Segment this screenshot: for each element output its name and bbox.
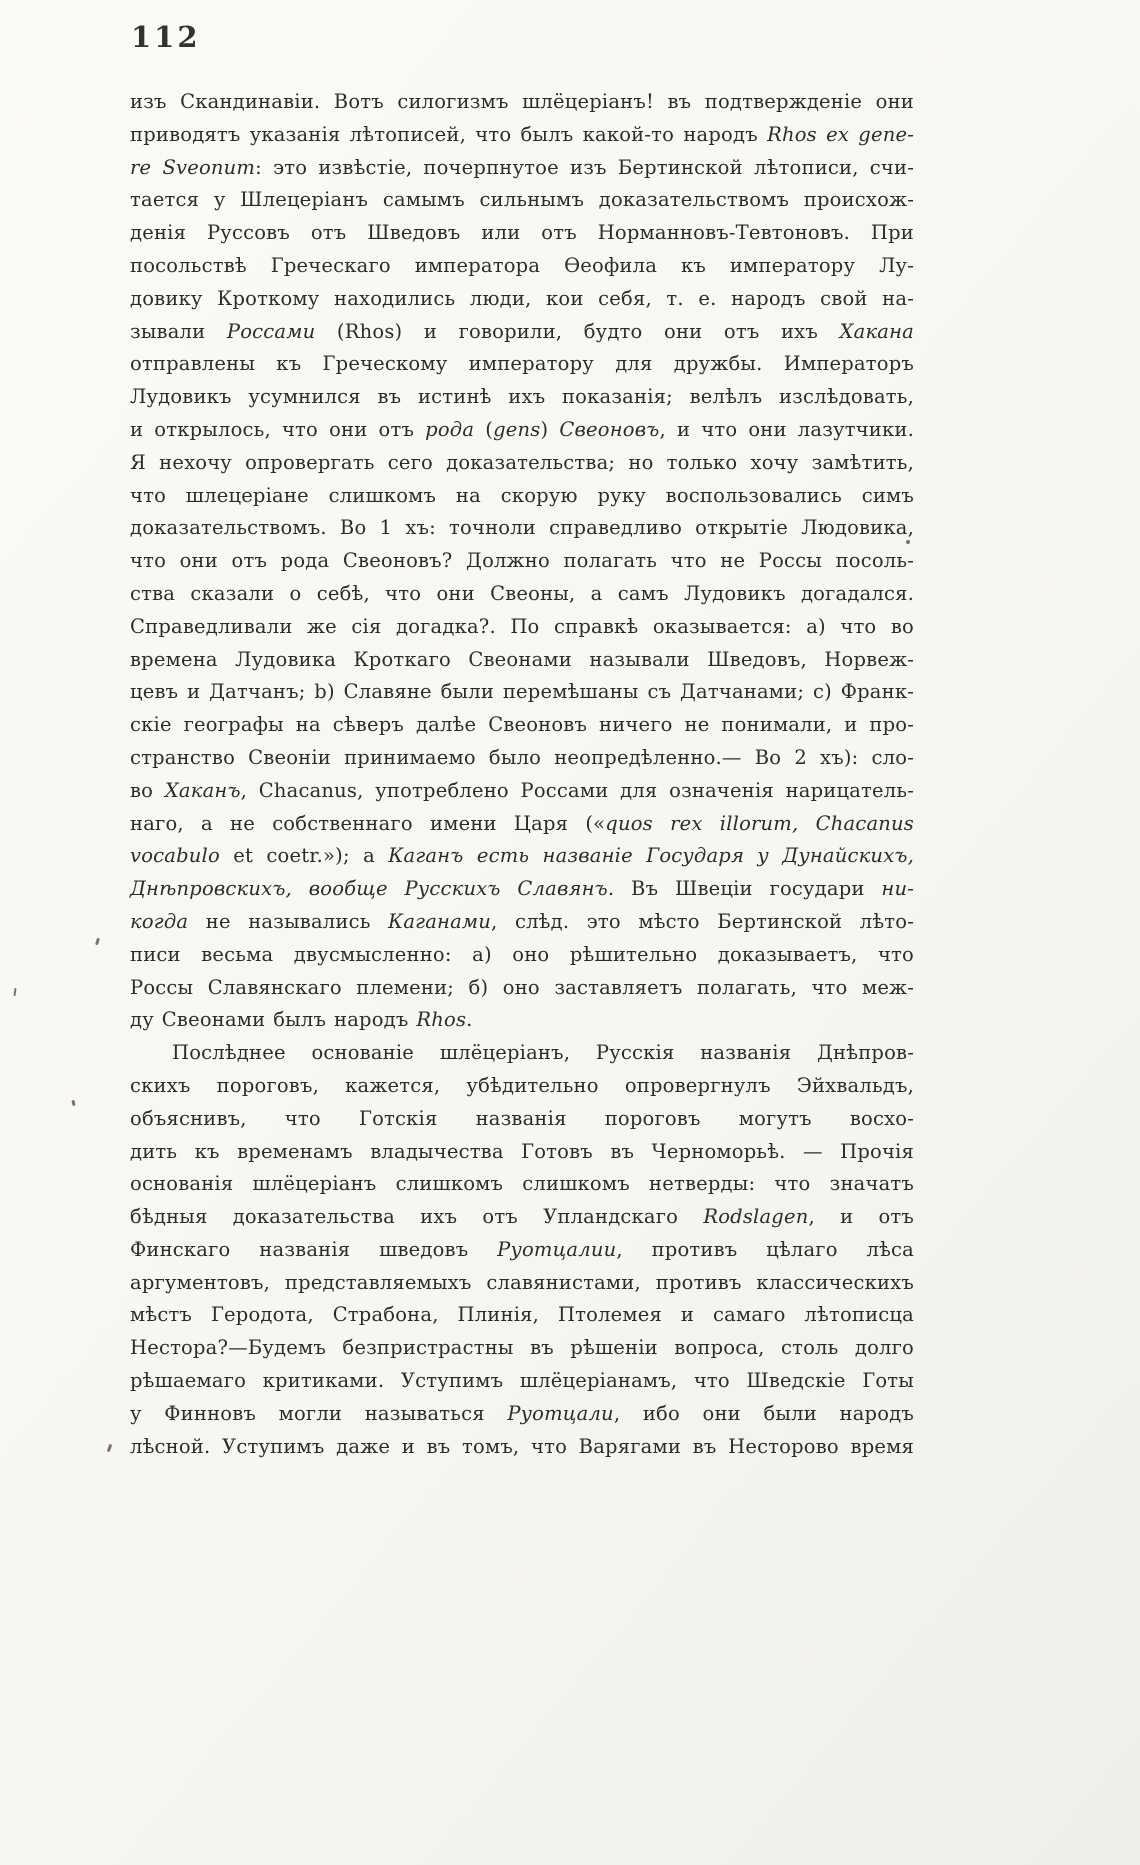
text-line: мѣстъ Геродота, Страбона, Плинія, Птолемея и самаго лѣтописца [130,1303,914,1327]
text-line: Нестора?—Будемъ безпристрастны въ рѣшеніи вопроса, столь долго [130,1336,914,1360]
text-line: и открылось, что они отъ рода (gens) Свеоновъ, и что они лазутчики. [130,417,914,441]
text-line: ду Свеонами былъ народъ Rhos. [130,1008,473,1032]
text-line: скіе географы на сѣверъ далѣе Свеоновъ ничего не понимали, и про- [130,713,914,737]
text-line: Послѣднее основаніе шлёцеріанъ, Русскія названія Днѣпров- [172,1041,914,1065]
text-line: re Sveonum: это извѣстіе, почерпнутое изъ Бертинской лѣтописи, счи- [130,155,915,179]
text-line: бѣдныя доказательства ихъ отъ Упландскаго Rodslagen, и отъ [130,1205,914,1229]
scan-speck [906,540,910,544]
text-line: странство Свеоніи принимаемо было неопредѣленно.— Во 2 хъ): сло- [130,745,914,769]
text-line: приводятъ указанія лѣтописей, что былъ какой-то народъ Rhos ex gene- [130,122,915,146]
text-line: лѣсной. Уступимъ даже и въ томъ, что Варягами въ Несторово время [130,1434,914,1458]
text-line: Лудовикъ усумнился въ истинѣ ихъ показанія; велѣлъ изслѣдовать, [130,385,914,409]
text-line: цевъ и Датчанъ; b) Славяне были перемѣшаны съ Датчанами; c) Франк- [130,680,914,704]
text-line: аргументовъ, представляемыхъ славянистами, противъ классическихъ [130,1270,914,1294]
text-line: что шлецеріане слишкомъ на скорую руку воспользовались симъ [130,483,914,507]
text-block [130,86,914,1463]
text-line: изъ Скандинавіи. Вотъ силогизмъ шлёцеріанъ! въ подтвержденіе они [130,90,914,113]
text-line: отправлены къ Греческому императору для дружбы. Императоръ [130,352,914,376]
text-line: Финскаго названія шведовъ Руотцалии, противъ цѣлаго лѣса [130,1237,914,1261]
text-line: что они отъ рода Свеоновъ? Должно полагать что не Россы посоль- [130,549,914,573]
text-line: дить къ временамъ владычества Готовъ въ Черноморьѣ. — Прочія [130,1139,914,1163]
text-line: объяснивъ, что Готскія названія пороговъ могутъ восхо- [130,1106,914,1130]
scan-speck [107,1444,113,1453]
text-line: тается у Шлецеріанъ самымъ сильнымъ доказательствомъ происхож- [130,188,914,212]
text-line: скихъ пороговъ, кажется, убѣдительно опровергнулъ Эйхвальдъ, [130,1073,914,1097]
text-line: Я нехочу опровергать сего доказательства; но только хочу замѣтить, [130,450,914,474]
text-line: наго, а не собственнаго имени Царя («quos rex illorum, Chacanus [130,811,914,835]
text-line: денія Руссовъ отъ Шведовъ или отъ Норманновъ-Тевтоновъ. При [130,221,914,245]
text-line: vocabulo et coetr.»); а Каганъ есть названіе Государя у Дунайскихъ, [130,844,914,868]
text-line: зывали Россами (Rhos) и говорили, будто они отъ ихъ Хакана [130,319,914,343]
scan-speck [71,1100,75,1106]
text-line: довику Кроткому находились люди, кои себя, т. е. народъ свой на- [130,286,914,310]
text-line: Справедливали же сія догадка?. По справкѣ оказывается: а) что во [130,614,914,638]
text-line: во Хаканъ, Chacanus, употреблено Россами для означенія нарицатель- [130,778,914,802]
paragraph [130,86,914,1037]
text-line: Россы Славянскаго племени; б) оно заставляетъ полагать, что меж- [130,975,914,999]
text-line: рѣшаемаго критиками. Уступимъ шлёцеріанамъ, что Шведскіе Готы [130,1369,914,1393]
text-line: посольствѣ Греческаго императора Ѳеофила къ императору Лу- [130,253,914,277]
page-number: 112 [131,20,201,54]
text-line: писи весьма двусмысленно: а) оно рѣшительно доказываетъ, что [130,942,914,966]
scan-speck [13,988,16,996]
text-line: Днѣпровскихъ, вообще Русскихъ Славянъ. Въ Швеціи государи ни- [130,877,914,901]
text-line: основанія шлёцеріанъ слишкомъ слишкомъ нетверды: что значатъ [130,1172,914,1196]
text-line: доказательствомъ. Во 1 хъ: точноли справедливо открытіе Людовика, [130,516,914,540]
text-line: ства сказали о себѣ, что они Свеоны, а самъ Лудовикъ догадался. [130,581,914,605]
paragraph [130,1037,914,1463]
text-line: времена Лудовика Кроткаго Свеонами называли Шведовъ, Норвеж- [130,647,914,671]
text-line: у Финновъ могли называться Руотцали, ибо они были народъ [130,1401,914,1425]
text-line: когда не назывались Каганами, слѣд. это мѣсто Бертинской лѣто- [130,909,914,933]
scan-speck [95,938,100,946]
